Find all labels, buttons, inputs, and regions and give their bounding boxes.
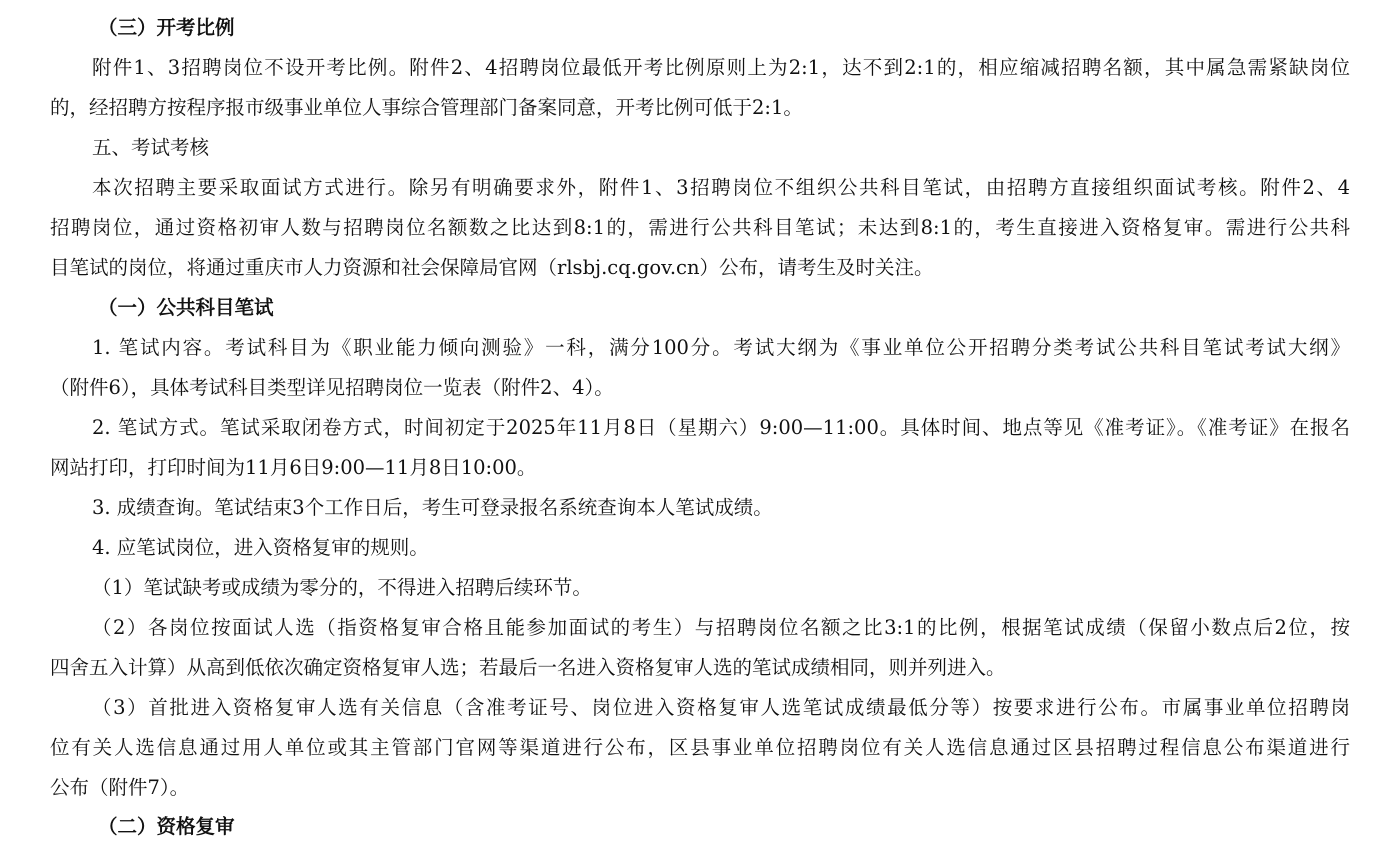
paragraph-line: （3）首批进入资格复审人选有关信息（含准考证号、岗位进入资格复审人选笔试成绩最低分等）按要求进行公布。市属事业单位招聘岗 (92, 696, 1350, 719)
paragraph-line: 3. 成绩查询。笔试结束3个工作日后，考生可登录报名系统查询本人笔试成绩。 (92, 496, 773, 519)
chapter-heading-exam: 五、考试考核 (92, 136, 210, 159)
paragraph-line: 的，经招聘方按程序报市级事业单位人事综合管理部门备案同意，开考比例可低于2:1。 (50, 96, 803, 119)
section-heading-exam-ratio: （三）开考比例 (98, 16, 235, 39)
paragraph-line: （2）各岗位按面试人选（指资格复审合格且能参加面试的考生）与招聘岗位名额之比3:1的比例，根据笔试成绩（保留小数点后2位，按 (92, 616, 1350, 639)
paragraph-line: 目笔试的岗位，将通过重庆市人力资源和社会保障局官网（rlsbj.cq.gov.cn）公布，请考生及时关注。 (50, 256, 934, 279)
paragraph-line: 4. 应笔试岗位，进入资格复审的规则。 (92, 536, 429, 559)
paragraph-line: 网站打印，打印时间为11月6日9:00—11月8日10:00。 (50, 456, 537, 479)
paragraph-line: （附件6），具体考试科目类型详见招聘岗位一览表（附件2、4）。 (50, 376, 614, 399)
paragraph-line: 本次招聘主要采取面试方式进行。除另有明确要求外，附件1、3招聘岗位不组织公共科目笔试，由招聘方直接组织面试考核。附件2、4 (92, 176, 1350, 199)
paragraph-line: 位有关人选信息通过用人单位或其主管部门官网等渠道进行公布，区县事业单位招聘岗位有关人选信息通过区县招聘过程信息公布渠道进行 (50, 736, 1350, 759)
paragraph-line: 附件1、3招聘岗位不设开考比例。附件2、4招聘岗位最低开考比例原则上为2:1，达不到2:1的，相应缩减招聘名额，其中属急需紧缺岗位 (92, 56, 1350, 79)
paragraph-line: 公布（附件7）。 (50, 776, 190, 799)
paragraph-line: （1）笔试缺考或成绩为零分的，不得进入招聘后续环节。 (92, 576, 592, 599)
section-heading-qualification-review: （二）资格复审 (98, 815, 235, 838)
paragraph-line: 2. 笔试方式。笔试采取闭卷方式，时间初定于2025年11月8日（星期六）9:00—11:00。具体时间、地点等见《准考证》。《准考证》在报名 (92, 416, 1350, 439)
paragraph-line: 四舍五入计算）从高到低依次确定资格复审人选；若最后一名进入资格复审人选的笔试成绩相同，则并列进入。 (50, 656, 1006, 679)
section-heading-written-test: （一）公共科目笔试 (98, 296, 274, 319)
paragraph-line: 招聘岗位，通过资格初审人数与招聘岗位名额数之比达到8:1的，需进行公共科目笔试；未达到8:1的，考生直接进入资格复审。需进行公共科 (50, 216, 1350, 239)
paragraph-line: 1. 笔试内容。考试科目为《职业能力倾向测验》一科，满分100分。考试大纲为《事业单位公开招聘分类考试公共科目笔试考试大纲》 (92, 336, 1350, 359)
